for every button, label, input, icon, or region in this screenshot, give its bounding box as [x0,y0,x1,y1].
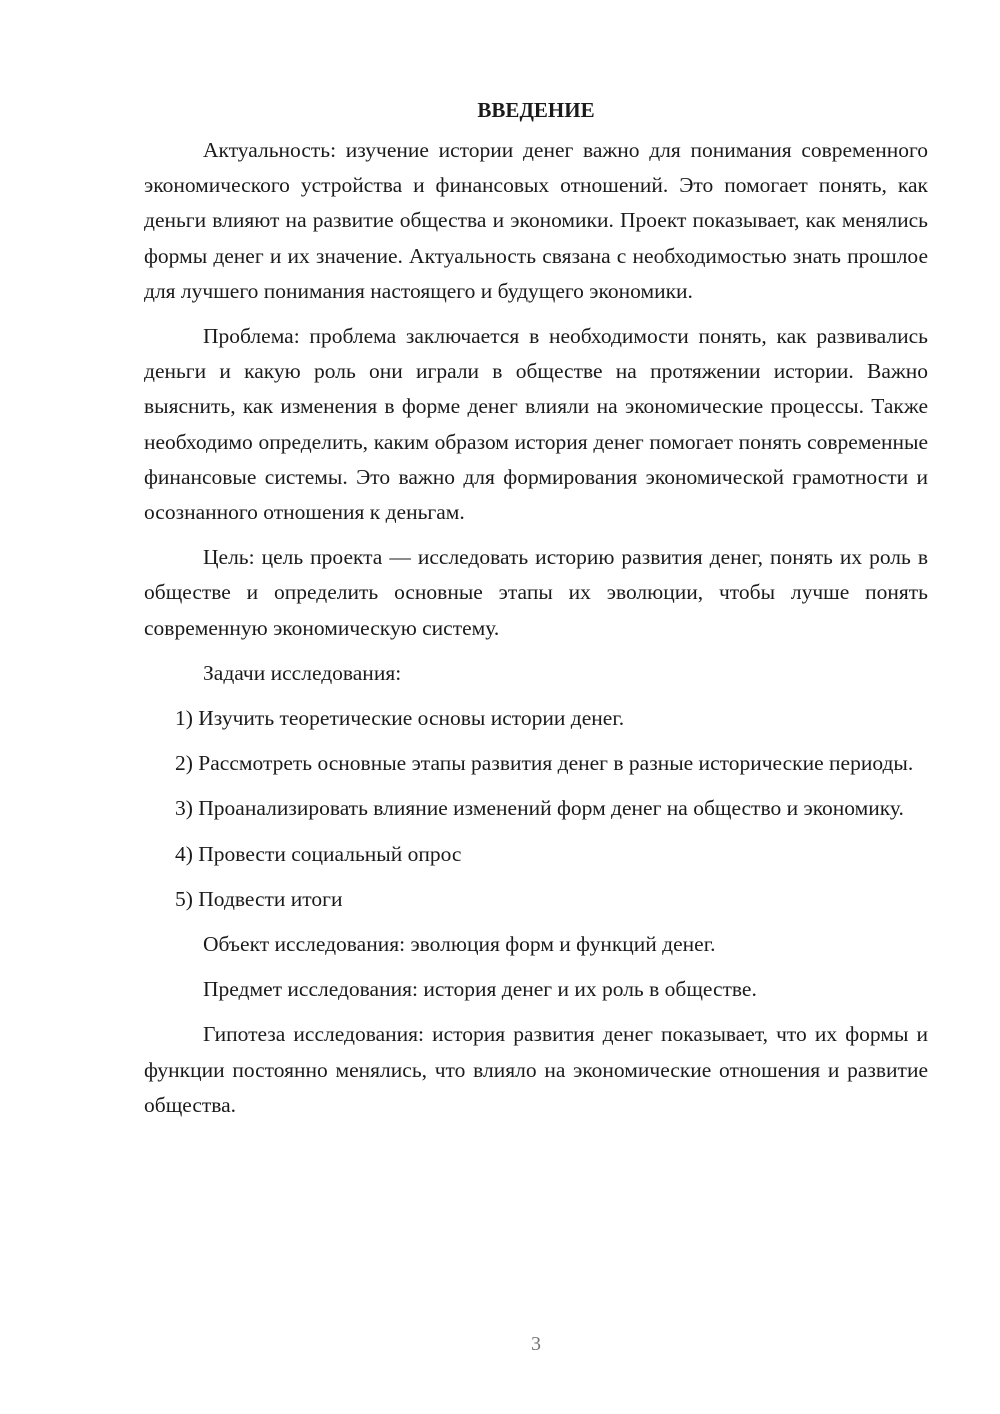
task-item-3: 3) Проанализировать влияние изменений форм денег на общество и экономику. [175,796,904,821]
task-item-2: 2) Рассмотреть основные этапы развития денег в разные исторические периоды. [175,751,914,776]
research-object: Объект исследования: эволюция форм и функций денег. [203,932,716,957]
task-item-1: 1) Изучить теоретические основы истории денег. [175,706,625,731]
paragraph-relevance: Актуальность: изучение истории денег важно для понимания современного экономического устройства и финансовых отношений. Это помогает понять, как деньги влияют на развитие общества и экономики. Проект показывает, как менялись формы денег и их значение. Актуальность связана с необходимостью знать прошлое для лучшего понимания настоящего и будущего экономики. [144,138,928,303]
page-content [144,92,928,1133]
page-number: 3 [531,1333,541,1355]
tasks-heading: Задачи исследования: [203,660,402,685]
research-subject: Предмет исследования: история денег и их роль в обществе. [203,977,757,1002]
research-hypothesis: Гипотеза исследования: история развития денег показывает, что их формы и функции постоянно менялись, что влияло на экономические отношения и развитие общества. [144,1022,928,1117]
task-item-5: 5) Подвести итоги [175,886,343,911]
section-heading: ВВЕДЕНИЕ [477,98,595,122]
paragraph-problem: Проблема: проблема заключается в необходимости понять, как развивались деньги и какую роль они играли в обществе на протяжении истории. Важно выяснить, как изменения в форме денег влияли на экономические процессы. Также необходимо определить, каким образом история денег помогает понять современные финансовые системы. Это важно для формирования экономической грамотности и осознанного отношения к деньгам. [144,324,928,525]
paragraph-goal: Цель: цель проекта — исследовать историю развития денег, понять их роль в обществе и определить основные этапы их эволюции, чтобы лучше понять современную экономическую систему. [144,545,928,640]
task-item-4: 4) Провести социальный опрос [175,841,462,866]
